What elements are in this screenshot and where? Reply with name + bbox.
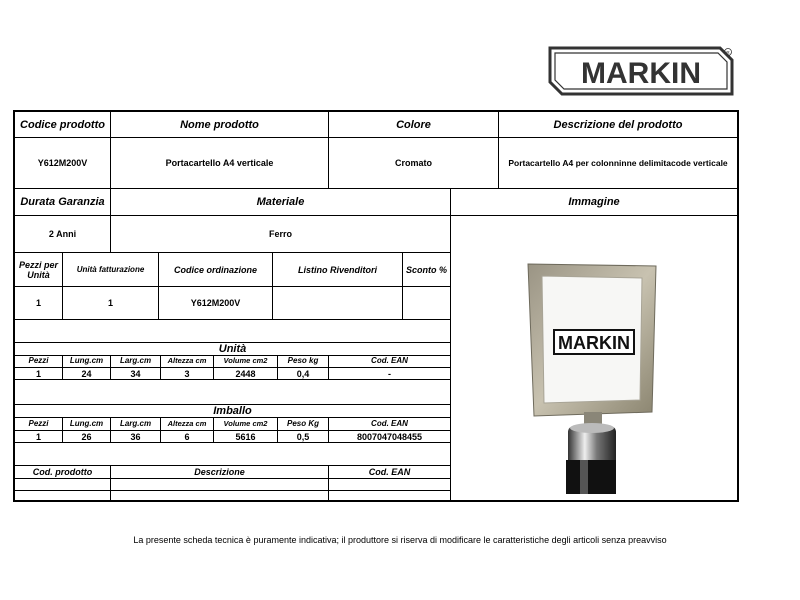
product-code: Y612M200V xyxy=(37,158,88,168)
product-description: Portacartello A4 per colonninne delimitacode verticale xyxy=(508,158,728,168)
imballo-col: Altezza cm xyxy=(167,418,207,428)
order-sconto xyxy=(403,287,450,319)
imballo-col: Peso Kg xyxy=(286,418,319,428)
header-listino-rivenditori: Listino Rivenditori xyxy=(297,264,377,275)
unita-title: Unità xyxy=(218,342,247,355)
unita-value: 24 xyxy=(81,368,92,379)
imballo-col: Lung.cm xyxy=(69,418,104,428)
header-materiale: Materiale xyxy=(256,196,305,208)
order-listino xyxy=(273,287,402,319)
imballo-value: 5616 xyxy=(235,431,256,442)
unita-col: Lung.cm xyxy=(69,356,104,365)
imballo-col: Volume cm2 xyxy=(223,418,268,428)
imballo-value: 1 xyxy=(35,431,41,442)
imballo-title: Imballo xyxy=(213,404,252,417)
unita-value: - xyxy=(388,368,391,379)
logo-text: MARKIN xyxy=(581,57,701,90)
imballo-value: 6 xyxy=(184,431,190,442)
product-image xyxy=(524,260,664,496)
imballo-value: 8007047048455 xyxy=(356,431,423,442)
unita-col: Peso kg xyxy=(287,356,319,365)
header-colore: Colore xyxy=(396,118,431,131)
related-col-descrizione: Descrizione xyxy=(194,466,245,477)
header-durata-garanzia: Durata Garanzia xyxy=(20,196,105,208)
unita-col: Volume cm2 xyxy=(223,356,268,365)
imballo-value: 0,5 xyxy=(296,431,310,442)
unita-col: Larg.cm xyxy=(119,356,152,365)
markin-logo xyxy=(548,46,734,96)
header-codice-ordinazione: Codice ordinazione xyxy=(173,264,257,275)
unita-col: Pezzi xyxy=(28,356,49,365)
unita-col: Altezza cm xyxy=(167,356,207,365)
warranty-value: 2 Anni xyxy=(48,229,77,239)
header-immagine: Immagine xyxy=(568,196,620,208)
order-pezzi: 1 xyxy=(35,298,41,308)
imballo-col: Larg.cm xyxy=(119,418,152,428)
header-unita-fatturazione: Unità fatturazione xyxy=(76,264,145,274)
unita-value: 34 xyxy=(130,368,141,379)
footer-disclaimer: La presente scheda tecnica è puramente indicativa; il produttore si riserva di modificare le caratteristiche degli articoli senza preavviso xyxy=(133,535,667,545)
order-codice: Y612M200V xyxy=(190,298,241,308)
header-codice-prodotto: Codice prodotto xyxy=(20,118,105,131)
unita-value: 0,4 xyxy=(296,368,310,379)
unita-value: 1 xyxy=(35,368,41,379)
unita-value: 2448 xyxy=(235,368,256,379)
header-pezzi-per-unita: Pezzi per Unità xyxy=(18,259,58,280)
registered-mark: R xyxy=(726,50,730,55)
order-unita-fatt: 1 xyxy=(107,298,113,308)
imballo-value: 36 xyxy=(130,431,141,442)
sign-logo-text: MARKIN xyxy=(558,333,630,353)
imballo-col: Pezzi xyxy=(28,418,49,428)
header-descrizione: Descrizione del prodotto xyxy=(553,118,683,131)
unita-value: 3 xyxy=(184,368,190,379)
header-nome-prodotto: Nome prodotto xyxy=(180,118,259,131)
material-value: Ferro xyxy=(268,229,292,239)
product-color: Cromato xyxy=(394,158,432,168)
related-col-ean: Cod. EAN xyxy=(368,466,411,477)
related-col-codice: Cod. prodotto xyxy=(32,466,93,477)
imballo-value: 26 xyxy=(81,431,92,442)
imballo-col: Cod. EAN xyxy=(371,418,408,428)
product-name: Portacartello A4 verticale xyxy=(165,158,274,168)
header-sconto: Sconto % xyxy=(405,264,447,275)
unita-col: Cod. EAN xyxy=(371,356,408,365)
